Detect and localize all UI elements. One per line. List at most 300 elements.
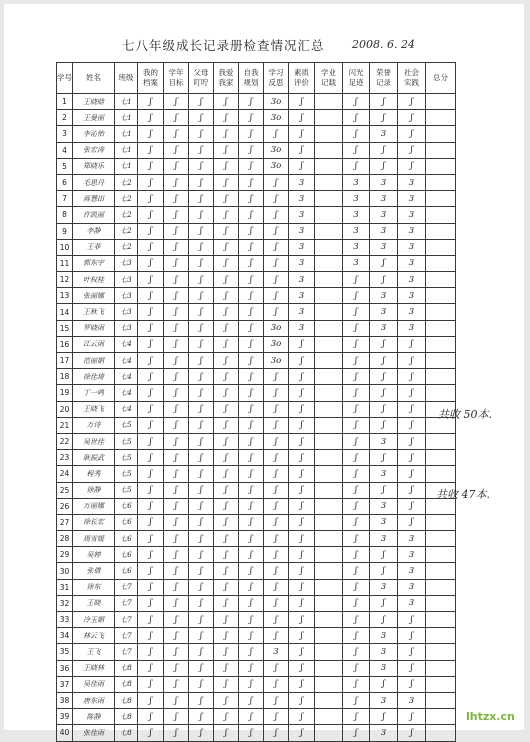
student-number: 19 <box>57 385 73 401</box>
check-mark: ʃ <box>264 385 289 401</box>
table-row <box>57 628 456 644</box>
student-number: 12 <box>57 272 73 288</box>
check-mark <box>315 369 343 385</box>
check-mark <box>426 579 456 595</box>
check-mark <box>315 514 343 530</box>
column-header-label: 父母叮咛 <box>193 68 209 87</box>
check-mark: 3 <box>343 191 370 207</box>
student-name: 李静 <box>73 223 115 239</box>
check-mark: ʃ <box>398 385 426 401</box>
check-mark: ʃ <box>398 142 426 158</box>
check-mark: ʃ <box>138 692 164 708</box>
table-row <box>57 676 456 692</box>
check-mark <box>315 579 343 595</box>
student-number: 39 <box>57 709 73 725</box>
check-mark: ʃ <box>189 466 214 482</box>
table-row <box>57 369 456 385</box>
check-mark: ʃ <box>164 223 189 239</box>
student-number: 2 <box>57 110 73 126</box>
class-name: 七5 <box>115 433 138 449</box>
check-mark: ʃ <box>164 676 189 692</box>
check-mark: ʃ <box>164 272 189 288</box>
check-mark: ʃ <box>370 612 398 628</box>
column-header <box>370 63 398 94</box>
column-header <box>73 63 115 94</box>
class-name: 七6 <box>115 531 138 547</box>
check-mark: 3 <box>398 272 426 288</box>
check-mark: 3 <box>398 304 426 320</box>
check-mark: ʃ <box>189 676 214 692</box>
check-mark: ʃ <box>189 498 214 514</box>
check-mark: ʃ <box>164 110 189 126</box>
check-mark: ʃ <box>239 417 264 433</box>
check-mark: 3 <box>370 304 398 320</box>
check-mark: ʃ <box>138 239 164 255</box>
student-name: 王曼丽 <box>73 110 115 126</box>
check-mark <box>315 709 343 725</box>
check-mark: 3 <box>343 223 370 239</box>
check-mark: ʃ <box>398 417 426 433</box>
check-mark: ʃ <box>289 595 315 611</box>
check-mark: ʃ <box>189 595 214 611</box>
check-mark: ʃ <box>164 612 189 628</box>
column-header <box>164 63 189 94</box>
check-mark: ʃ <box>164 709 189 725</box>
check-mark: ʃ <box>214 612 239 628</box>
check-mark: ʃ <box>370 563 398 579</box>
check-mark: ʃ <box>239 531 264 547</box>
check-mark: ʃ <box>214 628 239 644</box>
check-mark: ʃ <box>164 385 189 401</box>
check-mark: ʃ <box>189 353 214 369</box>
check-mark: ʃ <box>264 207 289 223</box>
check-mark: ʃ <box>264 304 289 320</box>
check-mark: 3 <box>370 191 398 207</box>
student-number: 4 <box>57 142 73 158</box>
column-header <box>214 63 239 94</box>
check-mark: ʃ <box>398 110 426 126</box>
student-name: 罗晓雨 <box>73 320 115 336</box>
check-mark: ʃ <box>343 272 370 288</box>
student-name: 冷玉娟 <box>73 612 115 628</box>
student-number: 10 <box>57 239 73 255</box>
check-mark: ʃ <box>164 288 189 304</box>
class-name: 七4 <box>115 336 138 352</box>
check-mark: 3 <box>370 644 398 660</box>
student-name: 江云雨 <box>73 336 115 352</box>
table-row <box>57 110 456 126</box>
check-mark: ʃ <box>289 385 315 401</box>
check-mark: ʃ <box>214 595 239 611</box>
check-mark: ʃ <box>138 223 164 239</box>
student-name: 吴世佳 <box>73 433 115 449</box>
check-mark: 3 <box>370 579 398 595</box>
class-name: 七8 <box>115 725 138 741</box>
check-mark <box>315 482 343 498</box>
check-mark: ʃ <box>164 320 189 336</box>
student-name: 陈静 <box>73 709 115 725</box>
table-row <box>57 288 456 304</box>
check-mark: ʃ <box>189 579 214 595</box>
check-mark: ʃ <box>398 401 426 417</box>
check-mark: ʃ <box>164 725 189 741</box>
column-header-label: 学年目标 <box>168 68 184 87</box>
check-mark: ʃ <box>164 466 189 482</box>
check-mark: ʃ <box>264 612 289 628</box>
check-mark: ʃ <box>164 353 189 369</box>
check-mark <box>426 336 456 352</box>
check-mark: ʃ <box>264 174 289 190</box>
check-mark: ʃ <box>189 417 214 433</box>
check-mark: ʃ <box>370 353 398 369</box>
check-mark: ʃ <box>164 174 189 190</box>
check-mark: 3 <box>370 174 398 190</box>
column-header <box>343 63 370 94</box>
check-mark: ʃ <box>239 272 264 288</box>
check-mark: 3 <box>289 174 315 190</box>
check-mark: 3 <box>398 595 426 611</box>
check-mark: ʃ <box>239 692 264 708</box>
check-mark: 3 <box>398 320 426 336</box>
check-mark: ʃ <box>138 336 164 352</box>
check-mark: ʃ <box>189 239 214 255</box>
table-header-row <box>57 63 456 94</box>
check-mark: 3o <box>264 353 289 369</box>
check-mark: ʃ <box>239 336 264 352</box>
check-mark: ʃ <box>370 142 398 158</box>
check-mark: 3o <box>264 336 289 352</box>
check-mark: ʃ <box>343 482 370 498</box>
check-mark: ʃ <box>370 272 398 288</box>
check-mark: ʃ <box>138 353 164 369</box>
check-mark <box>426 709 456 725</box>
check-mark <box>426 369 456 385</box>
check-mark: ʃ <box>138 531 164 547</box>
check-mark: 3 <box>370 692 398 708</box>
check-mark: ʃ <box>264 288 289 304</box>
class-name: 七4 <box>115 385 138 401</box>
check-mark: ʃ <box>264 660 289 676</box>
table-row <box>57 531 456 547</box>
class-name: 七7 <box>115 612 138 628</box>
student-number: 15 <box>57 320 73 336</box>
table-row <box>57 547 456 563</box>
check-mark: ʃ <box>264 239 289 255</box>
check-mark: ʃ <box>214 174 239 190</box>
column-header <box>315 63 343 94</box>
check-mark: 3 <box>398 288 426 304</box>
check-mark: ʃ <box>164 450 189 466</box>
check-mark: 3 <box>370 660 398 676</box>
column-header <box>115 63 138 94</box>
check-mark: ʃ <box>189 158 214 174</box>
check-mark: ʃ <box>189 207 214 223</box>
check-mark: ʃ <box>289 336 315 352</box>
check-mark: 3 <box>398 563 426 579</box>
student-name: 郭东宇 <box>73 255 115 271</box>
check-mark: ʃ <box>343 531 370 547</box>
check-mark: ʃ <box>343 126 370 142</box>
check-mark: ʃ <box>239 450 264 466</box>
check-mark: ʃ <box>239 239 264 255</box>
check-mark: ʃ <box>138 498 164 514</box>
check-mark: 3 <box>398 207 426 223</box>
check-mark: ʃ <box>343 563 370 579</box>
check-mark: 3 <box>370 498 398 514</box>
check-mark: ʃ <box>239 547 264 563</box>
student-name: 蒋慧田 <box>73 191 115 207</box>
check-mark: ʃ <box>214 401 239 417</box>
class-name: 七2 <box>115 239 138 255</box>
check-mark: ʃ <box>214 353 239 369</box>
student-name: 吴婷 <box>73 547 115 563</box>
check-mark: ʃ <box>370 385 398 401</box>
check-mark <box>315 385 343 401</box>
check-mark: ʃ <box>138 158 164 174</box>
class-name: 七2 <box>115 174 138 190</box>
check-mark <box>426 142 456 158</box>
check-mark: 3 <box>264 644 289 660</box>
class-name: 七1 <box>115 126 138 142</box>
check-mark: 3o <box>264 110 289 126</box>
check-mark: ʃ <box>239 514 264 530</box>
check-mark: ʃ <box>343 644 370 660</box>
check-mark: ʃ <box>398 514 426 530</box>
table-row <box>57 272 456 288</box>
table-row <box>57 239 456 255</box>
check-mark: ʃ <box>343 709 370 725</box>
table-row <box>57 385 456 401</box>
column-header-label: 社会实践 <box>404 68 419 87</box>
check-mark: ʃ <box>164 514 189 530</box>
check-mark: ʃ <box>189 725 214 741</box>
column-header <box>264 63 289 94</box>
check-mark: ʃ <box>214 320 239 336</box>
check-mark: 3 <box>289 239 315 255</box>
check-mark: ʃ <box>138 579 164 595</box>
check-mark: ʃ <box>189 692 214 708</box>
check-mark: ʃ <box>370 417 398 433</box>
check-mark: 3 <box>343 174 370 190</box>
check-mark: ʃ <box>343 158 370 174</box>
check-mark: ʃ <box>343 288 370 304</box>
check-mark: ʃ <box>343 676 370 692</box>
check-mark: ʃ <box>343 692 370 708</box>
check-mark: 3 <box>370 433 398 449</box>
student-name: 万丽娜 <box>73 498 115 514</box>
check-mark: ʃ <box>264 126 289 142</box>
class-name: 七1 <box>115 142 138 158</box>
check-mark: ʃ <box>398 660 426 676</box>
student-number: 13 <box>57 288 73 304</box>
student-name: 李沁怡 <box>73 126 115 142</box>
check-mark: ʃ <box>239 142 264 158</box>
column-header-label: 总分 <box>433 73 448 82</box>
check-mark: ʃ <box>264 223 289 239</box>
check-mark: 3o <box>264 94 289 110</box>
check-mark <box>315 320 343 336</box>
check-mark: ʃ <box>214 563 239 579</box>
check-mark: ʃ <box>214 369 239 385</box>
column-header-label: 我爱我家 <box>218 68 234 87</box>
check-mark <box>315 498 343 514</box>
check-mark: ʃ <box>214 579 239 595</box>
check-mark: ʃ <box>264 401 289 417</box>
class-name: 七2 <box>115 191 138 207</box>
check-mark <box>426 239 456 255</box>
student-number: 32 <box>57 595 73 611</box>
check-mark: ʃ <box>164 531 189 547</box>
student-number: 27 <box>57 514 73 530</box>
check-mark <box>315 126 343 142</box>
check-mark: ʃ <box>264 676 289 692</box>
check-mark: ʃ <box>138 288 164 304</box>
check-mark: ʃ <box>214 531 239 547</box>
check-mark: ʃ <box>138 482 164 498</box>
class-name: 七5 <box>115 482 138 498</box>
student-number: 30 <box>57 563 73 579</box>
check-mark: ʃ <box>239 174 264 190</box>
check-mark: 3 <box>370 239 398 255</box>
check-mark <box>426 126 456 142</box>
student-name: 耿振武 <box>73 450 115 466</box>
check-mark: ʃ <box>189 223 214 239</box>
check-mark: ʃ <box>164 692 189 708</box>
check-mark <box>315 401 343 417</box>
class-name: 七3 <box>115 288 138 304</box>
check-mark: ʃ <box>239 563 264 579</box>
check-mark <box>426 676 456 692</box>
check-mark <box>315 288 343 304</box>
check-mark: ʃ <box>264 417 289 433</box>
class-name: 七7 <box>115 644 138 660</box>
column-header <box>57 63 73 94</box>
check-mark <box>426 450 456 466</box>
check-mark: ʃ <box>370 336 398 352</box>
check-mark: ʃ <box>164 239 189 255</box>
check-mark: ʃ <box>343 110 370 126</box>
check-mark: ʃ <box>189 369 214 385</box>
check-mark: ʃ <box>164 644 189 660</box>
table-row <box>57 94 456 110</box>
check-mark: ʃ <box>239 709 264 725</box>
student-name: 周雪媛 <box>73 531 115 547</box>
check-mark <box>315 142 343 158</box>
check-mark: ʃ <box>289 676 315 692</box>
student-number: 31 <box>57 579 73 595</box>
check-mark: ʃ <box>264 628 289 644</box>
check-mark <box>426 288 456 304</box>
column-header-label: 班级 <box>118 73 134 82</box>
student-number: 7 <box>57 191 73 207</box>
document-page <box>4 4 524 738</box>
student-name: 徐佳琦 <box>73 369 115 385</box>
check-mark: 3 <box>289 207 315 223</box>
table-row <box>57 174 456 190</box>
check-mark: ʃ <box>264 579 289 595</box>
class-name: 七4 <box>115 369 138 385</box>
check-mark <box>315 336 343 352</box>
column-header-label: 学业记载 <box>321 68 336 87</box>
check-mark: ʃ <box>264 709 289 725</box>
check-mark: ʃ <box>239 644 264 660</box>
check-mark: ʃ <box>189 191 214 207</box>
table-row <box>57 417 456 433</box>
check-mark: ʃ <box>239 725 264 741</box>
column-header <box>189 63 214 94</box>
check-mark: ʃ <box>264 725 289 741</box>
check-mark: ʃ <box>398 353 426 369</box>
check-mark <box>315 466 343 482</box>
check-mark: ʃ <box>164 595 189 611</box>
check-mark: ʃ <box>343 417 370 433</box>
check-mark: 3 <box>370 514 398 530</box>
check-mark: ʃ <box>214 676 239 692</box>
check-mark: 3 <box>398 239 426 255</box>
class-name: 七6 <box>115 514 138 530</box>
student-name: 徐东 <box>73 579 115 595</box>
table-row <box>57 482 456 498</box>
check-mark: ʃ <box>239 207 264 223</box>
check-mark: ʃ <box>239 126 264 142</box>
column-header <box>398 63 426 94</box>
column-header <box>138 63 164 94</box>
class-name: 七5 <box>115 417 138 433</box>
table-row <box>57 660 456 676</box>
handwritten-note-2: 共收 47本. <box>436 488 490 501</box>
table-row <box>57 466 456 482</box>
check-mark: 3 <box>398 174 426 190</box>
check-mark: 3 <box>398 692 426 708</box>
check-mark: ʃ <box>239 223 264 239</box>
check-mark: ʃ <box>289 433 315 449</box>
check-mark: ʃ <box>370 94 398 110</box>
table-row <box>57 725 456 741</box>
check-mark: ʃ <box>138 401 164 417</box>
table-row <box>57 401 456 417</box>
check-mark: ʃ <box>370 369 398 385</box>
student-number: 24 <box>57 466 73 482</box>
check-mark <box>315 207 343 223</box>
check-mark: ʃ <box>239 660 264 676</box>
check-mark: ʃ <box>164 94 189 110</box>
check-mark <box>426 514 456 530</box>
check-mark: ʃ <box>189 401 214 417</box>
student-name: 张倩 <box>73 563 115 579</box>
check-mark: ʃ <box>239 385 264 401</box>
check-mark: ʃ <box>264 450 289 466</box>
check-mark: ʃ <box>289 531 315 547</box>
check-mark: ʃ <box>138 563 164 579</box>
table-row <box>57 223 456 239</box>
student-name: 王晓晗 <box>73 94 115 110</box>
check-mark: ʃ <box>214 692 239 708</box>
check-mark: ʃ <box>138 612 164 628</box>
student-number: 29 <box>57 547 73 563</box>
check-mark: ʃ <box>189 320 214 336</box>
check-mark: ʃ <box>289 709 315 725</box>
check-mark: 3 <box>343 207 370 223</box>
class-name: 七1 <box>115 158 138 174</box>
table-row <box>57 191 456 207</box>
check-mark: ʃ <box>138 385 164 401</box>
check-mark <box>426 692 456 708</box>
check-mark: 3 <box>289 288 315 304</box>
class-name: 七8 <box>115 692 138 708</box>
check-mark <box>315 304 343 320</box>
table-row <box>57 142 456 158</box>
student-name: 范丽娟 <box>73 353 115 369</box>
